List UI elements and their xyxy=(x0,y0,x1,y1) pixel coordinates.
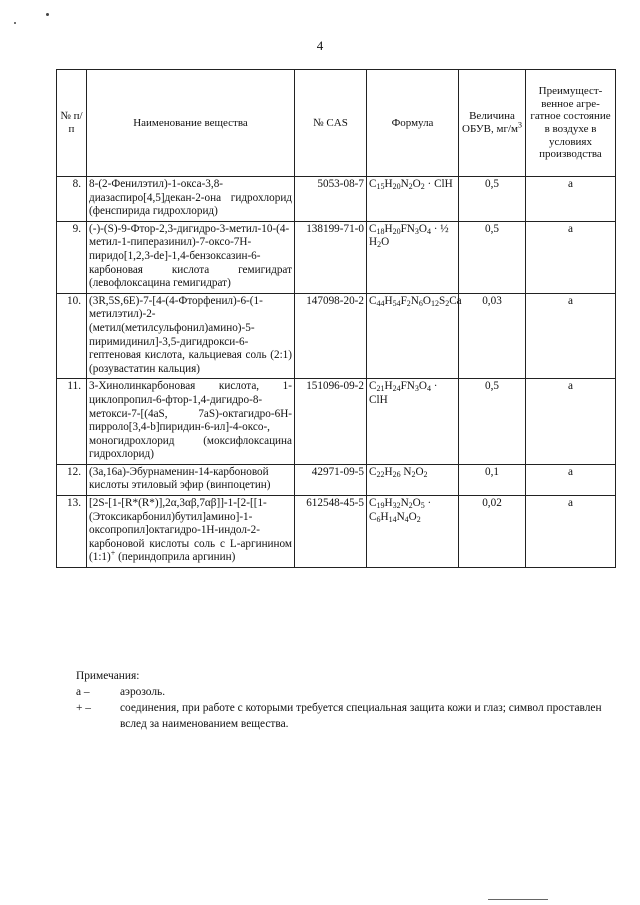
formula-text: Ca xyxy=(449,294,462,307)
notes-title: Примечания: xyxy=(76,670,140,682)
substance-name xyxy=(87,496,295,568)
formula-text: C xyxy=(369,465,377,478)
substance-name xyxy=(87,379,295,465)
formula-subscript: 2 xyxy=(420,182,425,191)
protection-mark: + xyxy=(110,548,116,558)
formula-text: FN xyxy=(400,380,415,393)
formula-text: N xyxy=(400,465,412,478)
formula-text: O xyxy=(415,465,424,478)
substance-name xyxy=(87,293,295,379)
formula-text: C xyxy=(369,294,377,307)
formula-subscript: 4 xyxy=(426,226,431,236)
obuv-value: 0,5 xyxy=(459,379,526,465)
table-row xyxy=(57,221,616,293)
formula-subscript: 3 xyxy=(414,226,419,236)
formula-subscript: 19 xyxy=(376,501,385,511)
formula-subscript: 32 xyxy=(392,501,401,511)
row-number: 12. xyxy=(57,464,87,495)
header-cas: № CAS xyxy=(295,70,367,177)
formula-subscript: 20 xyxy=(392,182,401,191)
formula-text: N xyxy=(400,178,409,190)
formula-subscript: 4 xyxy=(426,384,431,394)
formula-text: C xyxy=(369,178,377,190)
formula xyxy=(367,177,459,222)
header-state: Преимущест-венное агре-гатное состояние в воздухе в условиях производства xyxy=(526,70,616,177)
formula-subscript: 3 xyxy=(414,384,419,394)
formula xyxy=(367,293,462,379)
cas-number: 612548-45-5 xyxy=(295,496,367,568)
note-mark: + – xyxy=(76,702,91,714)
substance-name xyxy=(87,464,295,495)
notes xyxy=(76,668,606,732)
formula-text: H xyxy=(384,380,393,393)
obuv-value: 0,5 xyxy=(459,177,526,222)
table-row xyxy=(57,464,616,495)
formula-text: F xyxy=(400,294,407,307)
formula-subscript: 15 xyxy=(376,182,385,191)
aggregate-state: а xyxy=(526,293,616,379)
formula xyxy=(367,221,459,293)
table-row xyxy=(57,177,616,222)
substance-name-text: 3-Хинолинкарбоновая кислота, 1-циклопропил-6-фтор-1,4-дигидро-8-метокси-7-[(4aS, 7aS)-октагидро-6H-пирроло[3,4-b]пиридин-6-ил]-4-оксо-, моногидрохлорид (моксифлоксацина гидрохлорид) xyxy=(89,380,292,461)
cas-number: 151096-09-2 xyxy=(295,379,367,465)
note-text: соединения, при работе с которыми требуется специальная защита кожи и глаз; символ проставлен вслед за наименованием вещества. xyxy=(120,702,602,730)
aggregate-state: а xyxy=(526,496,616,568)
cas-number: 138199-71-0 xyxy=(295,221,367,293)
substance-name-text: [2S-[1-[R*(R*)],2α,3αβ,7αβ]]-1-[2-[[1-(Этоксикарбонил)бутил]амино]-1-оксопропил]октагидро-1H-индол-2-карбоновой кислоты соль с L-аргинином (1:1) xyxy=(89,497,292,564)
formula-text: C xyxy=(369,380,377,393)
row-number: 8. xyxy=(57,177,87,222)
formula-text: O xyxy=(418,380,427,393)
row-number: 10. xyxy=(57,293,87,379)
formula-text: FN xyxy=(400,222,415,235)
formula xyxy=(367,464,459,495)
formula-subscript: 2 xyxy=(408,501,413,511)
formula-text: H xyxy=(384,222,393,235)
formula-text: O xyxy=(412,178,421,190)
formula-subscript: 2 xyxy=(445,298,450,308)
page-number: 4 xyxy=(316,38,324,53)
formula-subscript: 5 xyxy=(420,501,425,511)
formula-subscript: 4 xyxy=(404,514,409,524)
substance-name-tail: (периндоприла аргинин) xyxy=(115,551,236,564)
formula-subscript: 22 xyxy=(376,469,385,479)
formula-subscript: 6 xyxy=(418,298,423,308)
formula-text: · ClH xyxy=(424,178,453,190)
formula-text: H xyxy=(384,497,393,510)
obuv-value: 0,1 xyxy=(459,464,526,495)
header-value-sup: 3 xyxy=(518,120,522,130)
formula-subscript: 26 xyxy=(392,469,401,479)
substances-table xyxy=(56,69,616,568)
formula-text: H xyxy=(384,178,393,190)
formula-subscript: 12 xyxy=(430,298,439,308)
note-text: аэрозоль. xyxy=(120,686,166,698)
obuv-value: 0,03 xyxy=(459,293,526,379)
header-name: Наименование вещества xyxy=(87,70,295,177)
formula-subscript: 54 xyxy=(392,298,401,308)
table-header-row xyxy=(57,70,616,177)
obuv-value: 0,02 xyxy=(459,496,526,568)
note-mark: а – xyxy=(76,686,90,698)
note-item xyxy=(76,700,606,732)
substance-name-text: (3a,16a)-Эбурнаменин-14-карбоновой кислоты этиловый эфир (винпоцетин) xyxy=(89,465,271,492)
formula-text: N xyxy=(410,294,419,307)
formula-subscript: 2 xyxy=(406,298,411,308)
aggregate-state: а xyxy=(526,177,616,222)
row-number: 9. xyxy=(57,221,87,293)
obuv-value: 0,5 xyxy=(459,221,526,293)
note-item xyxy=(76,684,606,700)
formula-text: H xyxy=(384,465,393,478)
formula-text: · C xyxy=(369,497,432,523)
formula-subscript: 18 xyxy=(376,226,385,236)
substance-name xyxy=(87,221,295,293)
substance-name-text: 8-(2-Фенилэтил)-1-окса-3,8-диазаспиро[4,5]декан-2-она гидрохлорид (фенспирида гидрохлорид) xyxy=(89,178,292,218)
table-row xyxy=(57,293,616,379)
substance-name xyxy=(87,177,295,222)
table-row xyxy=(57,496,616,568)
formula-text: O xyxy=(418,222,427,235)
formula-subscript: 44 xyxy=(376,298,385,308)
scan-speck xyxy=(14,22,16,24)
formula-subscript: 6 xyxy=(376,514,381,524)
formula-subscript: 2 xyxy=(408,182,413,191)
formula-text: H xyxy=(384,294,393,307)
scan-edge-line xyxy=(488,899,548,900)
formula-subscript: 2 xyxy=(377,240,382,250)
formula-subscript: 14 xyxy=(388,514,397,524)
header-num: № п/п xyxy=(57,70,87,177)
aggregate-state: а xyxy=(526,464,616,495)
formula-text: S xyxy=(438,294,446,307)
formula-text: · ClH xyxy=(369,380,438,406)
aggregate-state: а xyxy=(526,221,616,293)
aggregate-state: а xyxy=(526,379,616,465)
header-value-text: Величина ОБУВ, мг/м xyxy=(462,110,518,135)
scan-speck xyxy=(46,13,49,16)
formula-text: N xyxy=(400,497,409,510)
row-number: 11. xyxy=(57,379,87,465)
formula xyxy=(367,379,459,465)
formula-subscript: 2 xyxy=(423,469,428,479)
formula-text: · ½ H xyxy=(369,222,449,249)
formula-text: O xyxy=(381,236,390,249)
row-number: 13. xyxy=(57,496,87,568)
cas-number: 147098-20-2 xyxy=(295,293,367,379)
header-value xyxy=(459,70,526,177)
cas-number: 42971-09-5 xyxy=(295,464,367,495)
formula-subscript: 21 xyxy=(376,384,385,394)
formula-text: C xyxy=(369,222,377,235)
formula-subscript: 20 xyxy=(392,226,401,236)
formula-text: O xyxy=(408,510,417,523)
header-formula: Формула xyxy=(367,70,459,177)
substance-name-text: (3R,5S,6E)-7-[4-(4-Фторфенил)-6-(1-метилэтил)-2-(метил(метилсульфонил)амино)-5-пиримидинил]-3,5-дигидрокси-6-гептеновая кислота, кальциевая соль (2:1) (розувастатин кальция) xyxy=(89,294,292,375)
substance-name-text: (-)-(S)-9-Фтор-2,3-дигидро-3-метил-10-(4-метил-1-пиперазинил)-7-оксо-7H-пиридо[1,2,3-de]-1,4-бензоксазин-6-карбоновая кислота гемигидрат (левофлоксацина гемигидрат) xyxy=(89,222,292,290)
formula xyxy=(367,496,459,568)
formula-subscript: 2 xyxy=(416,514,421,524)
formula-text: O xyxy=(422,294,431,307)
formula-subscript: 2 xyxy=(411,469,416,479)
formula-text: C xyxy=(369,497,377,510)
formula-text: H xyxy=(380,510,389,523)
formula-subscript: 24 xyxy=(392,384,401,394)
cas-number: 5053-08-7 xyxy=(295,177,367,222)
formula-text: O xyxy=(412,497,421,510)
formula-text: N xyxy=(396,510,405,523)
table-row xyxy=(57,379,616,465)
